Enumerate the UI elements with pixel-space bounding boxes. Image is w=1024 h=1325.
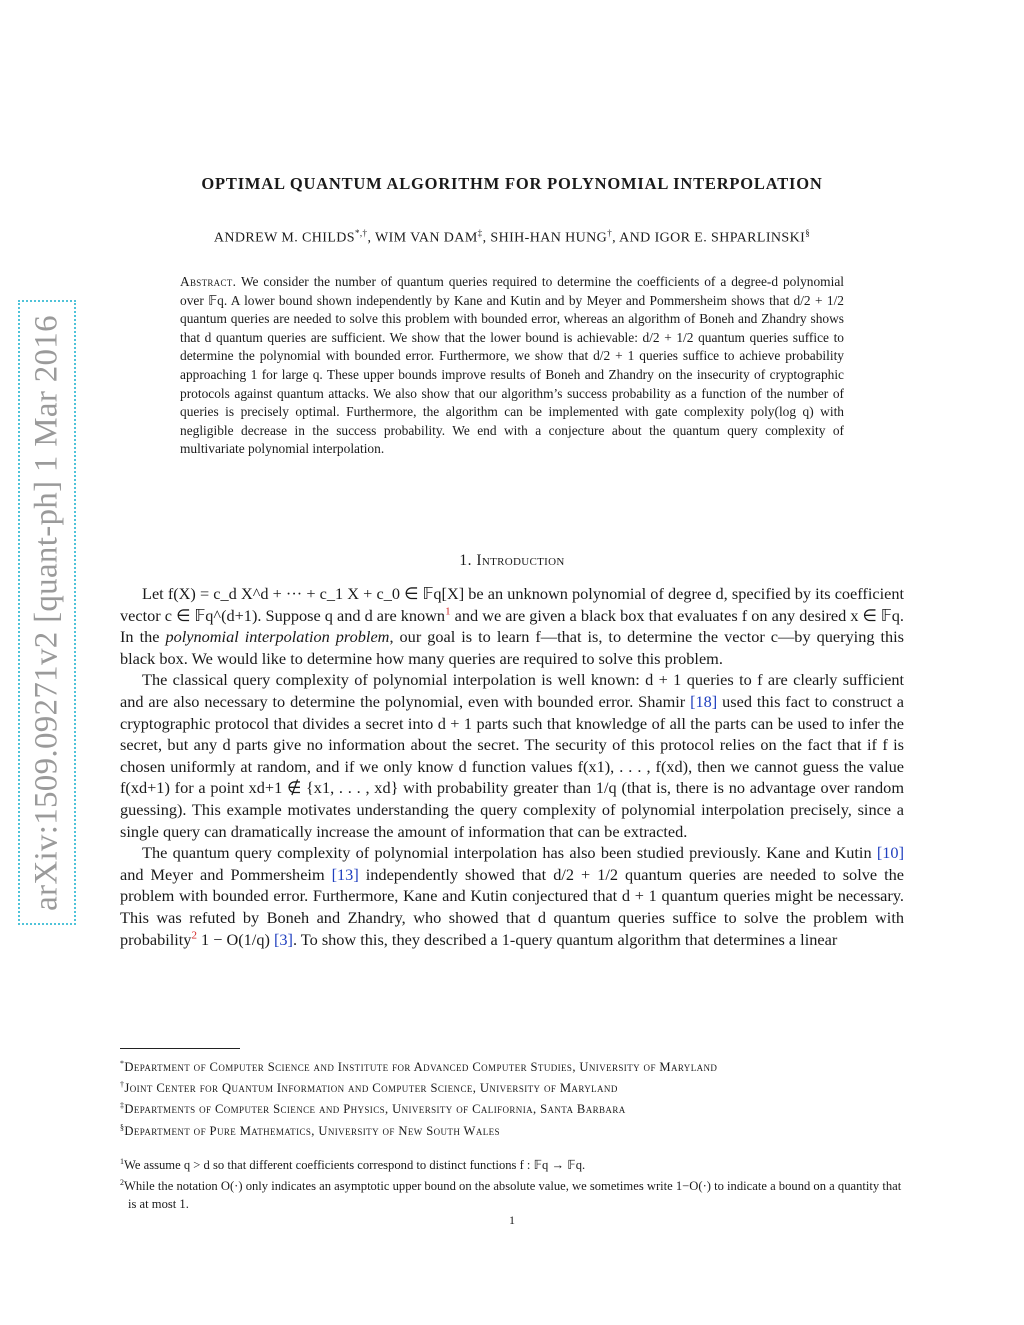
page-number: 1 <box>509 1213 515 1227</box>
footnote-item: $^1$We assume q > d so that different coefficients correspond to distinct functions f : 𝔽q → 𝔽q. <box>120 1157 586 1173</box>
section-heading <box>120 552 904 570</box>
author-mark: § <box>805 228 811 238</box>
paragraph-2: The classical query complexity of polynomial interpolation is well known: d + 1 queries to f are clearly sufficient and are also necessary to determine the polynomial, even with bounded error. Shamir [18] used this fact to construct a cryptographic protocol that divides a secret into d + 1 parts such that knowledge of all the parts can be used to infer the secret, but any d parts give no information about the secret. The security of this protocol relies on the fact that if f is chosen uniformly at random, and if we only know d function values f(x1), . . . , f(xd), then we cannot guess the value f(xd+1) for a point xd+1 ∉ {x1, . . . , xd} with probability greater than 1/q (that is, there is no advantage over random guessing). This example motivates understanding the query complexity of polynomial interpolation precisely, since a single query can dramatically increase the amount of information that can be extracted. <box>120 670 904 841</box>
author-mark: ‡ <box>477 228 483 238</box>
author-list: ANDREW M. CHILDS*,†, WIM VAN DAM‡, SHIH-HAN HUNG†, AND IGOR E. SHPARLINSKI§ <box>213 228 811 246</box>
footnote-ref-1[interactable]: 1 <box>445 605 451 618</box>
paragraph-3: The quantum query complexity of polynomial interpolation has also been studied previously. Kane and Kutin [10] and Meyer and Pommersheim [13] independently showed that d/2 + 1/2 quantum queries are needed to solve the problem with bounded error. Furthermore, Kane and Kutin conjectured that d + 1 quantum queries might be necessary. This was refuted by Boneh and Zhandry, who showed that d quantum queries suffice to solve the problem with probability$^2$ 1 − O(1/q) [3]. To show this, they described a 1-query quantum algorithm that determines a linear <box>120 843 904 949</box>
footnotes <box>120 1153 904 1213</box>
author-mark: *,† <box>354 228 368 238</box>
section-number: 1. <box>459 552 473 569</box>
citation-link[interactable]: [10] <box>876 843 904 863</box>
author-hung: SHIH-HAN HUNG <box>490 230 608 246</box>
abstract-label: Abstract. <box>180 274 237 289</box>
author-van-dam: WIM VAN DAM <box>375 230 478 246</box>
author-shparlinski: AND IGOR E. SHPARLINSKI <box>619 230 806 246</box>
footnote-ref-2[interactable]: 2 <box>191 929 197 942</box>
abstract <box>180 273 844 459</box>
affiliations <box>120 1055 904 1140</box>
emphasis: polynomial interpolation problem <box>165 627 390 647</box>
arxiv-stamp <box>18 300 76 925</box>
affiliation-item: §Department of Pure Mathematics, University of New South Wales <box>120 1122 500 1138</box>
footnote-rule <box>120 1048 240 1049</box>
affiliation-item: *Department of Computer Science and Institute for Advanced Computer Studies, University of Maryland <box>120 1059 718 1075</box>
arxiv-stamp-text[interactable]: arXiv:1509.09271v2 [quant-ph] 1 Mar 2016 <box>28 314 65 911</box>
footnote-item: $^2$While the notation O(·) only indicates an asymptotic upper bound on the absolute value, we sometimes write 1−O(·) to indicate a bound on a quantity that is at most 1. <box>120 1178 902 1212</box>
paragraph-1: Let f(X) = c_d X^d + ··· + c_1 X + c_0 ∈ 𝔽q[X] be an unknown polynomial of degree d, specified by its coefficient vector c ∈ 𝔽q^(d+1). Suppose q and d are known$^1$ and we are given a black box that evaluates f on any desired x ∈ 𝔽q. In the polynomial interpolation problem, our goal is to learn f—that is, to determine the vector c—by querying this black box. We would like to determine how many queries are required to solve this problem. <box>120 584 905 668</box>
body-text <box>120 583 904 950</box>
author-mark: † <box>607 228 613 238</box>
paper-title: OPTIMAL QUANTUM ALGORITHM FOR POLYNOMIAL INTERPOLATION <box>201 174 823 193</box>
author-childs: ANDREW M. CHILDS <box>213 230 355 246</box>
affiliation-item: †Joint Center for Quantum Information and Computer Science, University of Maryland <box>120 1080 618 1096</box>
abstract-text: We consider the number of quantum queries required to determine the coefficients of a degree-d polynomial over 𝔽q. A lower bound shown independently by Kane and Kutin and by Meyer and Pommersheim shows that d/2 + 1/2 quantum queries are needed to solve this problem with bounded error, whereas an algorithm of Boneh and Zhandry shows that d quantum queries are sufficient. We show that the lower bound is achievable: d/2 + 1/2 quantum queries suffice to determine the polynomial with bounded error. Furthermore, we show that d/2 + 1 queries suffice to achieve probability approaching 1 for large q. These upper bounds improve results of Boneh and Zhandry on the insecurity of cryptographic protocols against quantum attacks. We also show that our algorithm’s success probability as a function of the number of queries is precisely optimal. Furthermore, the algorithm can be implemented with gate complexity poly(log q) with negligible decrease in the success probability. We end with a conjecture about the quantum query complexity of multivariate polynomial interpolation. <box>180 274 844 457</box>
citation-link[interactable]: [13] <box>331 864 359 884</box>
citation-link[interactable]: [18] <box>690 691 718 711</box>
section-title: Introduction <box>476 552 565 569</box>
citation-link[interactable]: [3] <box>273 929 293 949</box>
affiliation-item: ‡Departments of Computer Science and Physics, University of California, Santa Barbara <box>120 1101 626 1117</box>
